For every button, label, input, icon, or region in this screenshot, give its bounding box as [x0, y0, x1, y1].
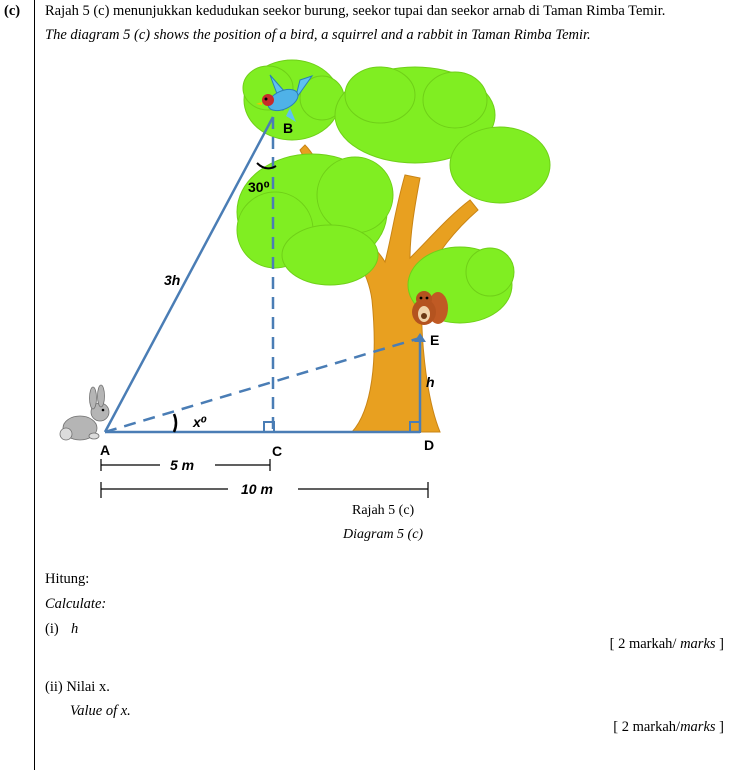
marks-close: ] — [715, 719, 724, 735]
marks-malay: [ 2 markah/ — [613, 719, 681, 735]
point-C: C — [272, 443, 283, 459]
squirrel-illustration — [412, 291, 448, 325]
question-text-english: The diagram 5 (c) shows the position of a bird, a squirrel and a rabbit in Taman Rimba Temir. — [45, 27, 591, 43]
marks-close: ] — [715, 636, 724, 652]
part-i-label: (i) — [45, 621, 59, 637]
hitung-label: Hitung: — [45, 571, 90, 587]
marks-english: marks — [680, 719, 716, 735]
label-5m: 5 m — [170, 457, 195, 473]
label-10m: 10 m — [241, 481, 273, 497]
calculate-label: Calculate: — [45, 596, 107, 612]
part-ii-marks — [613, 720, 724, 735]
line-AB — [105, 117, 273, 432]
marks-malay: [ 2 markah/ — [609, 636, 681, 652]
angle-arc-A — [174, 414, 176, 432]
point-E: E — [430, 332, 440, 348]
part-i-variable: h — [71, 621, 79, 637]
label-angle-30: 30⁰ — [248, 179, 270, 195]
question-number: (c) — [4, 3, 21, 19]
marks-english: marks — [680, 636, 716, 652]
part-ii-english: Value of x. — [70, 703, 131, 719]
label-angle-x: x⁰ — [193, 414, 207, 430]
diagram-caption-english: Diagram 5 (c) — [343, 527, 424, 542]
point-A: A — [100, 442, 111, 458]
question-text-malay: Rajah 5 (c) menunjukkan kedudukan seekor burung, seekor tupai dan seekor arnab di Taman Rimba Temir. — [45, 3, 666, 19]
point-B: B — [283, 120, 294, 136]
rabbit-illustration — [60, 385, 109, 440]
diagram-caption-malay: Rajah 5 (c) — [352, 503, 415, 518]
part-i-marks — [610, 637, 724, 652]
label-3h: 3h — [164, 272, 181, 288]
point-D: D — [424, 437, 435, 453]
part-ii-text: (ii) Nilai x. — [45, 679, 110, 695]
label-h: h — [426, 374, 435, 390]
